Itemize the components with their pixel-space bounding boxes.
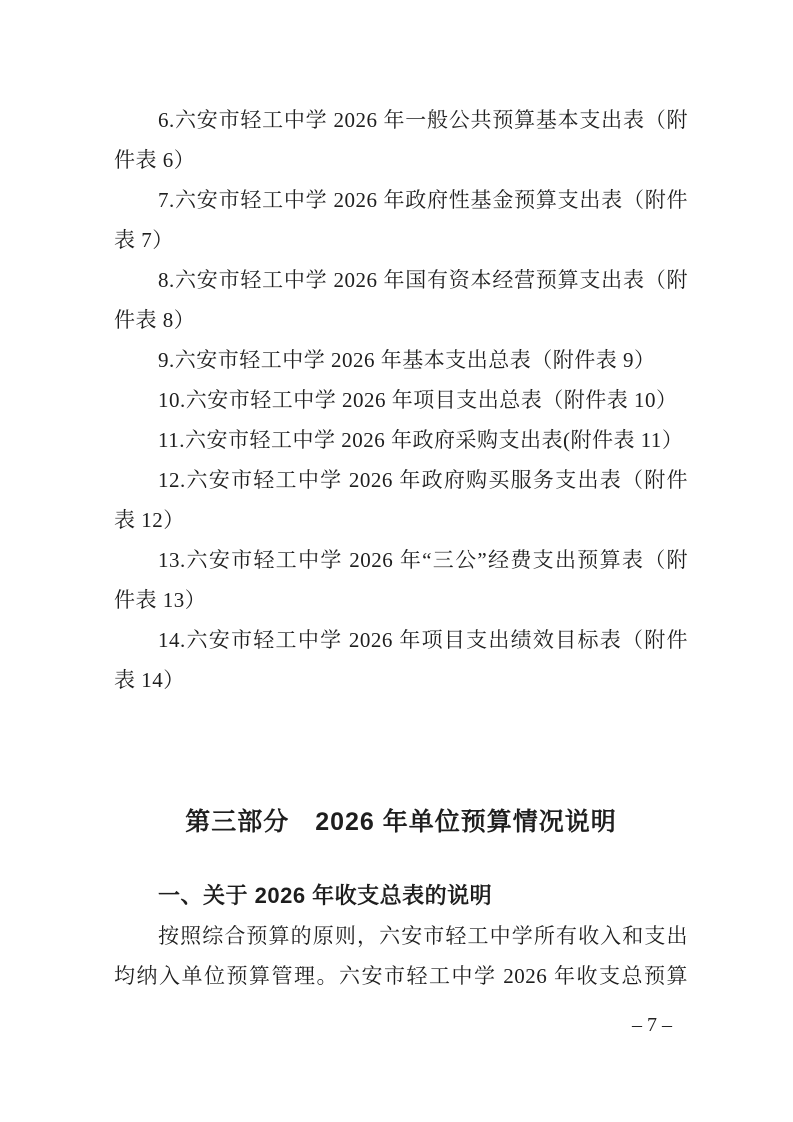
list-item-line: 11.六安市轻工中学 2026 年政府采购支出表(附件表 11） (158, 428, 684, 452)
body-paragraph (114, 916, 688, 996)
list-item-line: 8.六安市轻工中学 2026 年国有资本经营预算支出表（附 (158, 268, 688, 292)
list-item-line: 件表 8） (114, 308, 196, 332)
list-item-line: 表 14） (114, 668, 185, 692)
page-number: – 7 – (632, 1014, 672, 1036)
list-item-line: 表 7） (114, 228, 174, 252)
list-item-line: 9.六安市轻工中学 2026 年基本支出总表（附件表 9） (158, 348, 656, 372)
section-heading: 第三部分 2026 年单位预算情况说明 (185, 808, 617, 836)
paragraph-line: 均纳入单位预算管理。六安市轻工中学 2026 年收支总预算 (114, 964, 688, 988)
list-item-line: 12.六安市轻工中学 2026 年政府购买服务支出表（附件 (158, 468, 688, 492)
subsection-heading: 一、关于 2026 年收支总表的说明 (158, 883, 493, 908)
attachment-list (114, 100, 688, 700)
content-area (114, 100, 688, 996)
list-item-line: 6.六安市轻工中学 2026 年一般公共预算基本支出表（附 (158, 108, 688, 132)
list-item-line: 件表 13） (114, 588, 207, 612)
paragraph-line: 按照综合预算的原则，六安市轻工中学所有收入和支出 (158, 924, 688, 948)
list-item-line: 7.六安市轻工中学 2026 年政府性基金预算支出表（附件 (158, 188, 688, 212)
list-item-line: 表 12） (114, 508, 185, 532)
list-item-line: 14.六安市轻工中学 2026 年项目支出绩效目标表（附件 (158, 628, 688, 652)
list-item-line: 10.六安市轻工中学 2026 年项目支出总表（附件表 10） (158, 388, 678, 412)
list-item-line: 件表 6） (114, 148, 196, 172)
list-item-line: 13.六安市轻工中学 2026 年“三公”经费支出预算表（附 (158, 548, 688, 572)
